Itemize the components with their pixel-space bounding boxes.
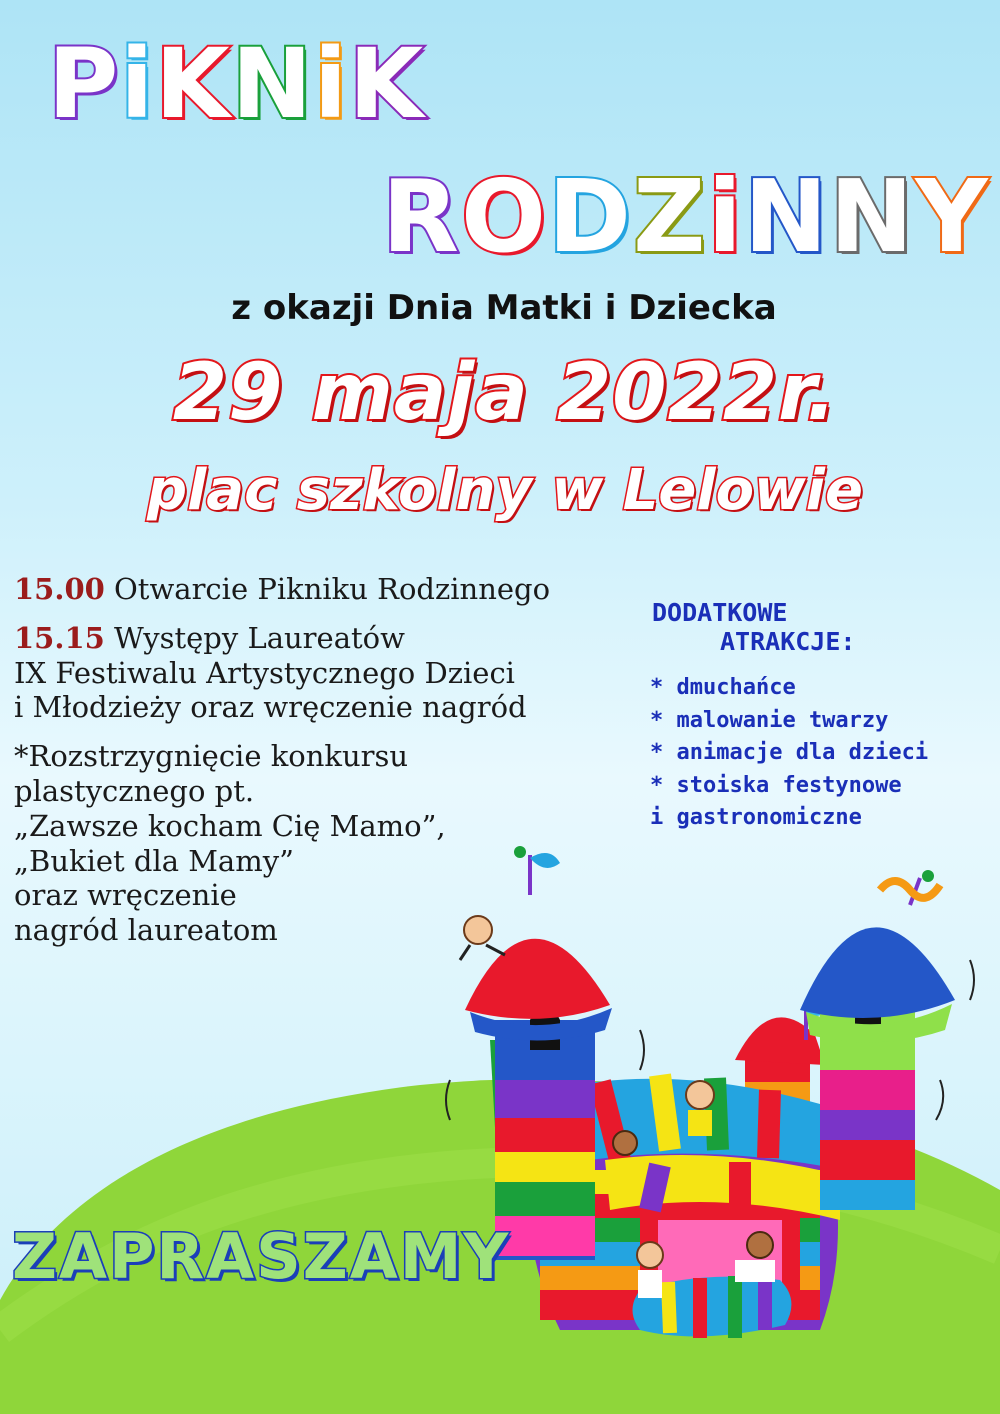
title-letter: i: [707, 158, 742, 275]
title-letter: N: [743, 158, 828, 275]
title-word-rodzinny: [382, 158, 990, 275]
program-text: oraz wręczenie: [14, 878, 237, 913]
title-letter: K: [155, 28, 230, 140]
title-letter: N: [829, 158, 914, 275]
event-place: plac szkolny w Lelowie: [147, 458, 863, 523]
program-text: IX Festiwalu Artystycznego Dzieci: [14, 655, 515, 690]
title-letter: D: [548, 158, 632, 275]
program-text: *Rozstrzygnięcie konkursu: [14, 739, 409, 774]
program-time: 15.15: [14, 620, 105, 655]
invitation-text: ZAPRASZAMY: [12, 1220, 511, 1293]
event-date: 29 maja 2022r.: [172, 348, 838, 438]
title-word-piknik: [48, 28, 425, 140]
title-letter: Y: [915, 158, 988, 275]
event-subtitle: z okazji Dnia Matki i Dziecka: [231, 288, 777, 328]
program-item: [14, 572, 654, 607]
title-letter: O: [461, 158, 547, 275]
title-letter: i: [314, 28, 347, 140]
program-time: 15.00: [14, 572, 105, 606]
kid-figure: [613, 1131, 637, 1155]
kid-figure: [637, 1242, 663, 1298]
extras-heading: DODATKOWE: [652, 598, 788, 627]
title-letter: P: [48, 28, 119, 140]
program-item: [14, 739, 654, 948]
program-schedule: [14, 572, 654, 962]
extras-item: * animacje dla dzieci: [650, 740, 929, 766]
extras-item: i gastronomiczne: [650, 805, 862, 831]
program-text: nagród laureatom: [14, 913, 278, 948]
program-text: i Młodzieży oraz wręczenie nagród: [14, 690, 527, 725]
title-letter: R: [382, 158, 460, 275]
title-letter: K: [348, 28, 424, 140]
extras-item: * stoiska festynowe: [650, 772, 902, 798]
extras-heading: ATRAKCJE:: [720, 627, 856, 656]
program-text: plastycznego pt.: [14, 773, 255, 808]
title-letter: Z: [633, 158, 706, 275]
extras-item: * dmuchańce: [650, 675, 796, 700]
program-text: Występy Laureatów: [114, 620, 405, 655]
program-text: „Bukiet dla Mamy”: [14, 843, 294, 878]
program-item: [14, 621, 654, 725]
extras-item: * malowanie twarzy: [650, 707, 889, 733]
program-text: Otwarcie Pikniku Rodzinnego: [114, 572, 551, 606]
title-letter: i: [120, 28, 154, 140]
program-text: „Zawsze kocham Cię Mamo”,: [14, 808, 446, 843]
extra-attractions: [646, 598, 986, 835]
title-letter: N: [231, 28, 312, 140]
